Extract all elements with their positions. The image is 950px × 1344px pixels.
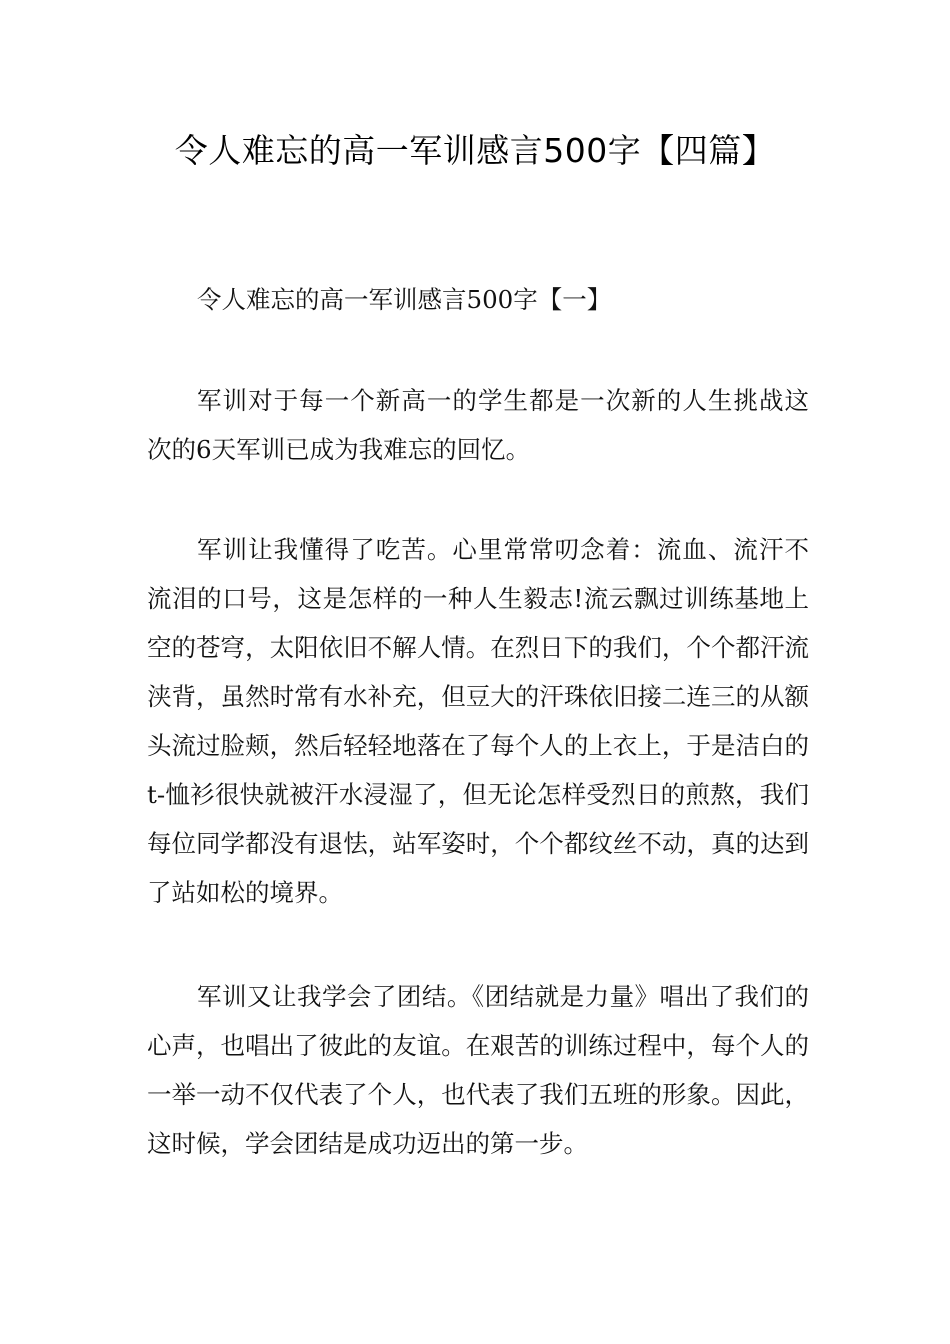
paragraph-1: 军训对于每一个新高一的学生都是一次新的人生挑战这次的6天军训已成为我难忘的回忆。 xyxy=(147,386,809,464)
document-title: 令人难忘的高一军训感言500字【四篇】 xyxy=(174,131,776,170)
paragraph-3: 军训又让我学会了团结。《团结就是力量》唱出了我们的心声，也唱出了彼此的友谊。在艰苦的训练过程中，每个人的一举一动不仅代表了个人，也代表了我们五班的形象。因此，这时候，学会团结是成功迈出的第一步。 xyxy=(147,982,809,1158)
paragraph-2: 军训让我懂得了吃苦。心里常常叨念着：流血、流汗不流泪的口号，这是怎样的一种人生毅志!流云飘过训练基地上空的苍穹，太阳依旧不解人情。在烈日下的我们，个个都汗流浃背，虽然时常有水补充，但豆大的汗珠依旧接二连三的从额头流过脸颊，然后轻轻地落在了每个人的上衣上，于是洁白的t-恤衫很快就被汗水浸湿了，但无论怎样受烈日的煎熬，我们每位同学都没有退怯，站军姿时，个个都纹丝不动，真的达到了站如松的境界。 xyxy=(147,535,809,907)
section-heading: 令人难忘的高一军训感言500字【一】 xyxy=(197,285,612,314)
